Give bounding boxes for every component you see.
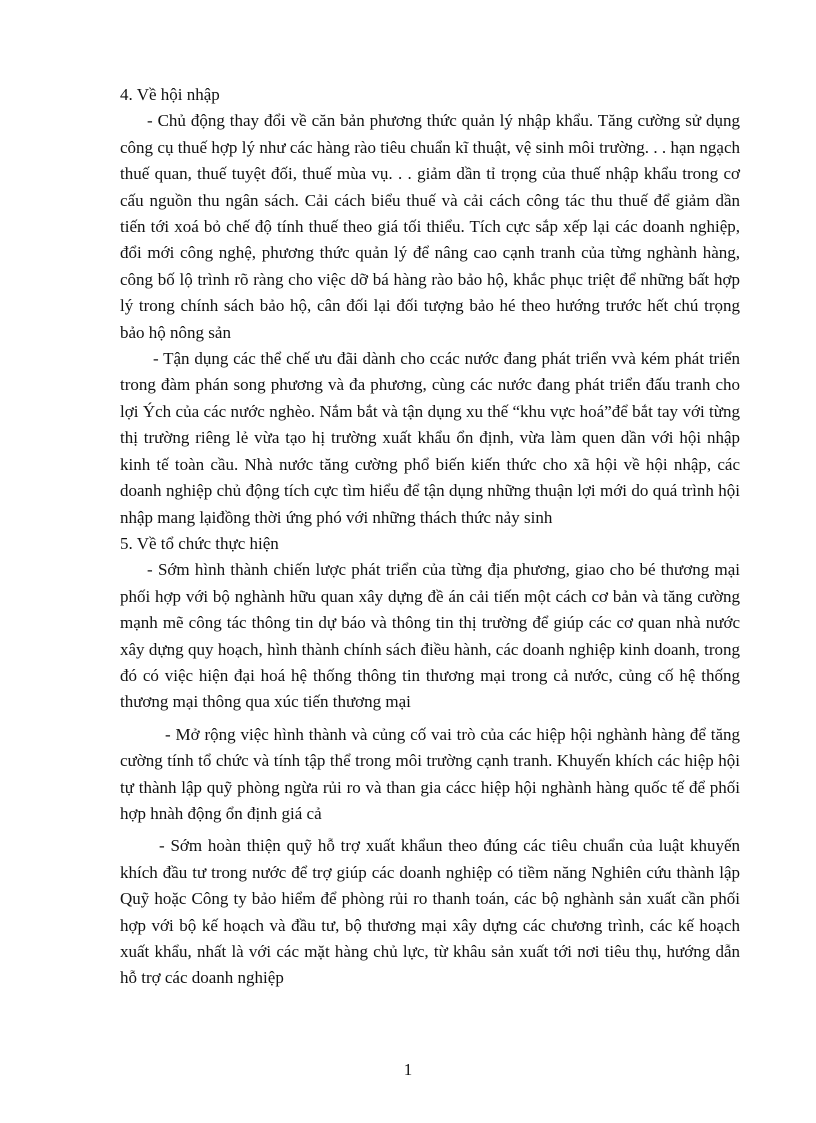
- paragraph-chu-dong: - Chủ động thay đổi về căn bản phương thức quản lý nhập khẩu. Tăng cường sử dụng công cụ thuế hợp lý như các hàng rào tiêu chuẩn kĩ thuật, vệ sinh môi trường. . . hạn ngạch thuế quan, thuế tuyệt đối, thuế mùa vụ. . . giảm dần tỉ trọng của thuế nhập khẩu trong cơ cấu nguồn thu ngân sách. Cải cách biểu thuế và cải cách công tác thu thuế để giảm dần tiến tới xoá bỏ chế độ tính thuế theo giá tối thiểu. Tích cực sắp xếp lại các doanh nghiệp, đổi mới công nghệ, phương thức quản lý để nâng cao cạnh tranh của từng nghành hàng, công bố lộ trình rõ ràng cho việc dỡ bá hàng rào bảo hộ, khắc phục triệt để những bất hợp lý trong chính sách bảo hộ, cân đối lại đối tượng bảo hé theo hướng trước hết chú trọng bảo hộ nông sản: [120, 111, 740, 342]
- paragraph-som-hoan-thien: - Sớm hoàn thiện quỹ hỗ trợ xuất khẩun theo đúng các tiêu chuẩn của luật khuyến khích đầu tư trong nước để trợ giúp các doanh nghiệp có tiềm năng Nghiên cứu thành lập Quỹ hoặc Công ty bảo hiểm để phòng rủi ro thanh toán, các bộ nghành sản xuất cần phối hợp với bộ kế hoạch và đầu tư, bộ thương mại xây dựng các chương trình, các kế hoạch xuất khẩu, nhất là với các mặt hàng chủ lực, từ khâu sản xuất tới nơi tiêu thụ, hướng dẫn hỗ trợ các doanh nghiệp: [120, 836, 740, 988]
- section-heading-to-chuc-thuc-hien: 5. Về tổ chức thực hiện: [120, 533, 279, 553]
- page-number: 1: [403, 1060, 413, 1079]
- paragraph-som-hinh-thanh: - Sớm hình thành chiến lược phát triển của từng địa phương, giao cho bé thương mại phối hợp với bộ nghành hữu quan xây dựng đề án cải tiến một cách cơ bản và tăng cường mạnh mẽ công tác thông tin dự báo và thông tin thị trường để giúp các cơ quan nhà nước xây dựng quy hoạch, hình thành chính sách điều hành, các doanh nghiệp kinh doanh, trong đó có việc hiện đại hoá hệ thống thông tin thương mại trong cả nước, củng cố hệ thống thương mại thông qua xúc tiến thương mại: [120, 560, 740, 712]
- section-heading-hoi-nhap: 4. Về hội nhập: [120, 85, 220, 104]
- document-page: [120, 82, 740, 992]
- paragraph-mo-rong: - Mở rộng việc hình thành và củng cố vai trò của các hiệp hội nghành hàng để tăng cường tính tổ chức và tính tập thể trong môi trường cạnh tranh. Khuyến khích các hiệp hội tự thành lập quỹ phòng ngừa rủi ro và than gia cácc hiệp hội nghành hàng quốc tế để phối hợp hnàh động ổn định giá cả: [120, 724, 740, 823]
- paragraph-tan-dung: - Tận dụng các thể chế ưu đãi dành cho ccác nước đang phát triển vvà kém phát triển trong đàm phán song phương và đa phương, cùng các nước đang phát triển đấu tranh cho lợi Ých của các nước nghèo. Nắm bắt và tận dụng xu thế “khu vực hoá”để bắt tay với từng thị trường riêng lẻ vừa tạo hị trường xuất khẩu ổn định, vừa làm quen dần với hội nhập kinh tế toàn cầu. Nhà nước tăng cường phổ biến kiến thức cho xã hội về hội nhập, các doanh nghiệp chủ động tích cực tìm hiểu để tận dụng những thuận lợi mới do quá trình hội nhập mang lạiđồng thời ứng phó với những thách thức nảy sinh: [120, 349, 740, 527]
